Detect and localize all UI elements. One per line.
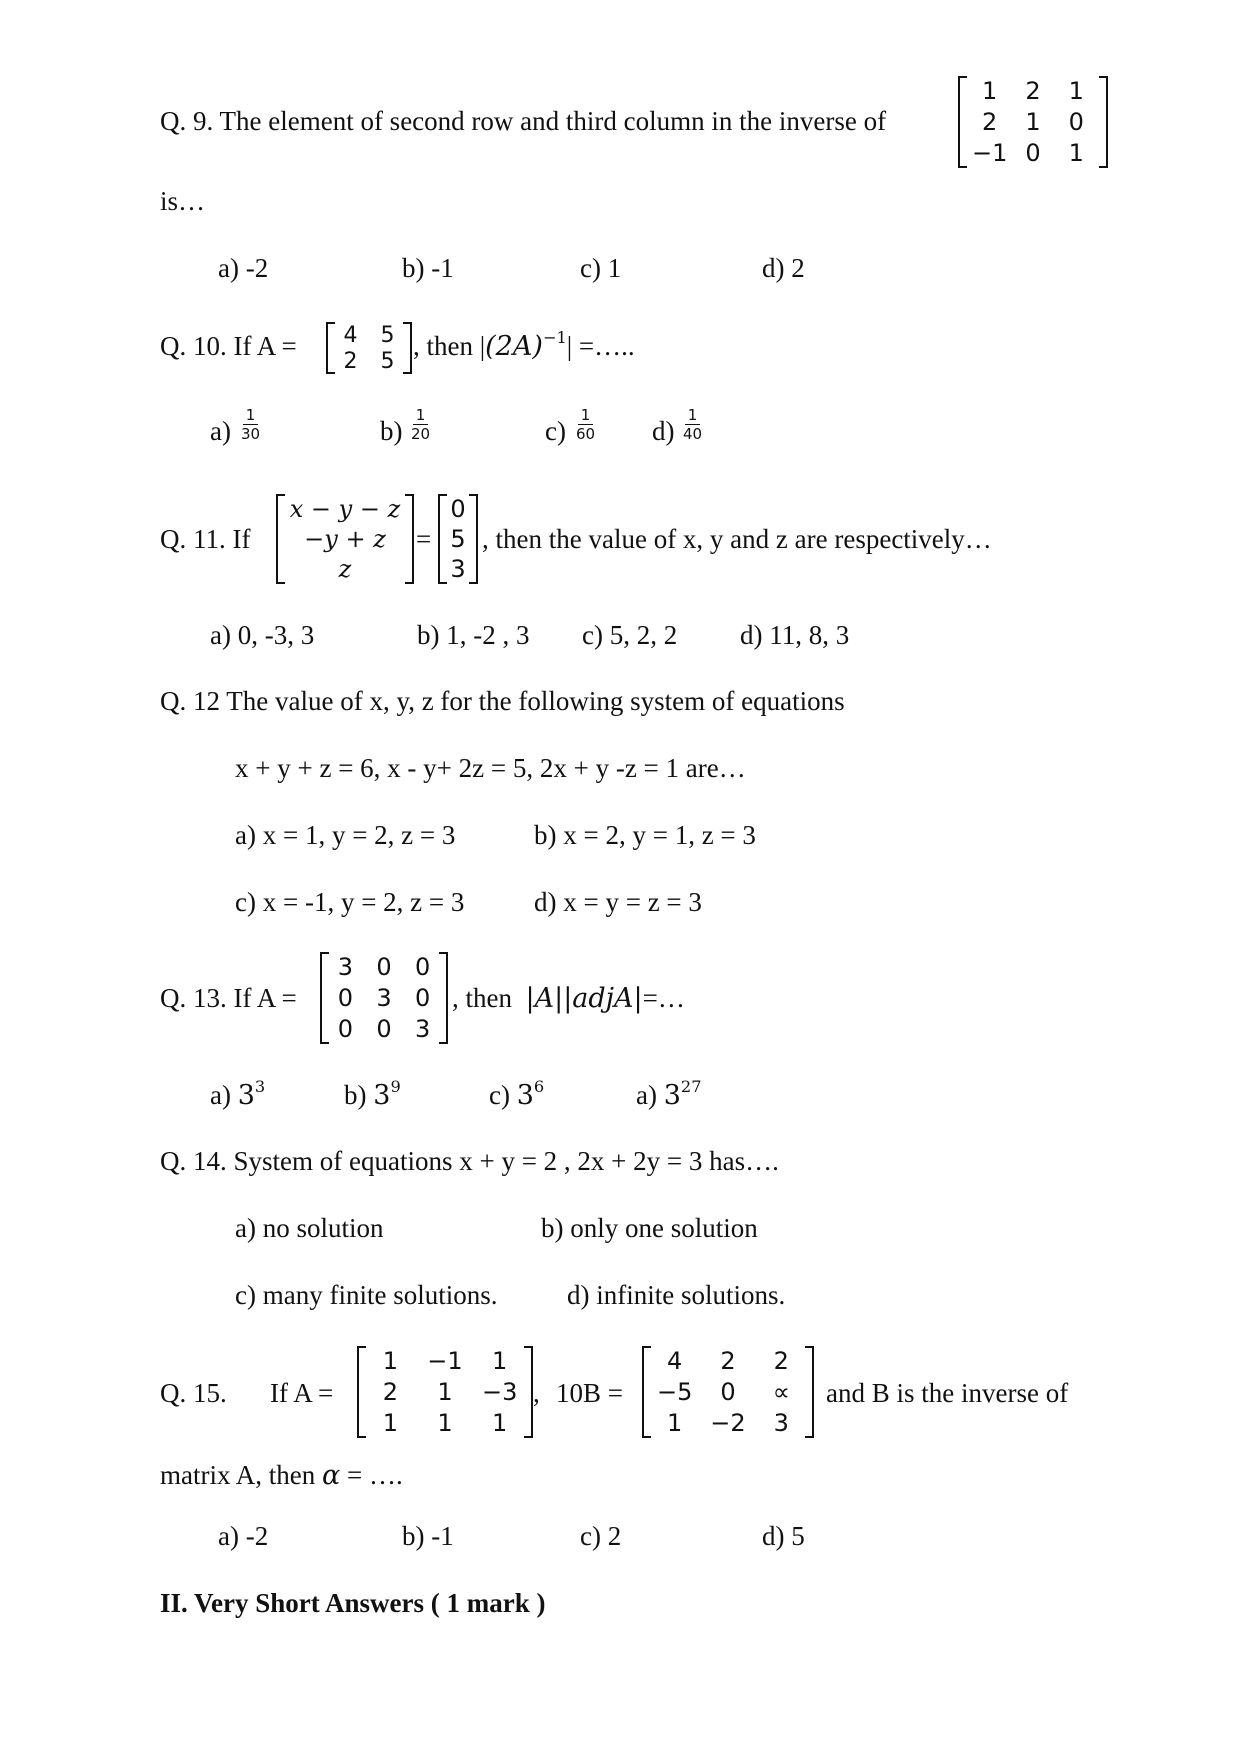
fraction-numerator: 1 [578,408,594,425]
fraction-numerator: 1 [243,408,259,425]
q13-matrix [320,952,448,1044]
q10-matrix [326,322,412,374]
option-label: c) [489,1080,510,1110]
q15-a-cell: 1 [437,1377,453,1406]
q9-m-cell: 1 [1068,77,1084,106]
q9-continuation: is… [160,186,206,216]
option-label: b) [344,1080,367,1110]
q14-option-d: d) infinite solutions. [567,1280,786,1310]
q13-m-cell: 0 [376,953,392,982]
q13-m-cell: 0 [337,1014,353,1043]
fraction-denominator: 20 [411,424,431,443]
q10-option-b-fraction [408,408,433,443]
section-heading: II. Very Short Answers ( 1 mark ) [160,1588,546,1618]
q15-continuation [160,1462,403,1489]
q14-option-c: c) many finite solutions. [235,1280,498,1310]
option-base: 3 [663,1080,681,1111]
q15-a-cell: 1 [492,1408,508,1437]
q12-option-a: a) x = 1, y = 2, z = 3 [235,820,456,850]
q15-b-cell: −5 [656,1377,693,1406]
q10-option-d-label: d) [652,416,675,446]
q15-b-cell: 2 [773,1347,789,1376]
q15-matrix-a [357,1346,533,1438]
q9-m-cell: 2 [982,107,998,136]
q15-cont: matrix A, then [160,1460,316,1490]
q10-option-a-label: a) [210,416,231,446]
q11-option-b: b) 1, -2 , 3 [417,620,530,650]
q13-m-cell: 0 [376,1014,392,1043]
q9-m-cell: 1 [982,77,998,106]
option-exponent: 6 [533,1076,545,1096]
q15-option-c: c) 2 [580,1521,622,1551]
q15-comma: , [533,1378,540,1408]
q9-m-cell: 1 [1068,138,1084,167]
q9-m-cell: 1 [1025,107,1041,136]
q15-10b: 10B = [556,1378,623,1408]
q12-option-b: b) x = 2, y = 1, z = 3 [534,820,756,850]
q10-option-c-fraction [573,408,598,443]
q15-option-d: d) 5 [762,1521,805,1551]
q10-question-expression [413,327,635,362]
q13-suffix: =… [642,983,685,1013]
q11-rhs-cell: 5 [450,525,466,553]
q10-option-d-fraction [680,408,705,443]
q10-m-cell: 5 [380,322,395,348]
option-exponent: 3 [254,1076,266,1096]
q10-exp: −1 [542,327,567,347]
q15-cont-end: = …. [346,1460,403,1490]
q11-prefix: Q. 11. If [160,524,251,554]
q11-lhs-cell: x − y − z [289,495,401,523]
q15-option-b: b) -1 [402,1521,454,1551]
q15-suffix: and B is the inverse of [826,1378,1069,1408]
q13-m-cell: 0 [337,983,353,1012]
q15-label: Q. 15. [160,1378,227,1408]
q9-option-a: a) -2 [218,253,269,283]
option-base: 3 [516,1080,534,1111]
q9-option-d: d) 2 [762,253,805,283]
q13-then: , then [452,983,512,1013]
q13-option-b [344,1076,401,1111]
q12-option-d: d) x = y = z = 3 [534,887,702,917]
q10-then: , then | [413,331,486,361]
q15-a-cell: 1 [382,1408,398,1437]
q12-option-c: c) x = -1, y = 2, z = 3 [235,887,465,917]
q11-equals: = [416,524,432,554]
q11-rhs-cell: 0 [450,495,466,523]
option-base: 3 [237,1080,255,1111]
q11-lhs-cell: −y + z [304,525,386,553]
q13-prefix: Q. 13. If A = [160,983,297,1013]
option-exponent: 27 [680,1076,702,1096]
q15-if-a: If A = [270,1378,334,1408]
q9-m-cell: −1 [971,138,1008,167]
q15-a-cell: 1 [382,1347,398,1376]
q11-rhs-matrix [438,494,478,584]
q11-rhs-cell: 3 [450,555,466,583]
q9-matrix [958,76,1108,168]
q13-option-d [636,1076,702,1111]
q15-b-cell: 4 [667,1347,683,1376]
q15-b-cell: 3 [773,1408,789,1437]
q11-option-d: d) 11, 8, 3 [740,620,850,650]
q13-option-c [489,1076,545,1111]
q10-prefix: Q. 10. If A = [160,331,297,361]
q14-stem: Q. 14. System of equations x + y = 2 , 2x + 2y = 3 has…. [160,1146,779,1176]
q15-a-cell: 2 [382,1377,398,1406]
q15-b-cell: 2 [720,1347,736,1376]
q11-option-c: c) 5, 2, 2 [582,620,678,650]
q12-equations: x + y + z = 6, x - y+ 2z = 5, 2x + y -z = 1 are… [235,753,746,783]
q13-m-cell: 3 [337,953,353,982]
q15-a-cell: 1 [437,1408,453,1437]
option-label: a) [210,1080,231,1110]
q13-question-expression [452,985,685,1012]
q10-m-cell: 5 [380,348,395,374]
q13-option-a [210,1076,266,1111]
q10-m-cell: 4 [343,322,358,348]
q15-a-cell: −1 [427,1347,463,1376]
q14-option-b: b) only one solution [541,1213,758,1243]
q11-lhs-cell: z [338,555,352,583]
q15-b-cell: 1 [667,1408,683,1437]
q15-option-a: a) -2 [218,1521,269,1551]
q15-b-cell: 0 [720,1377,736,1406]
q15-a-cell: 1 [492,1347,508,1376]
q11-lhs-matrix [276,494,414,584]
q12-stem: Q. 12 The value of x, y, z for the following system of equations [160,686,845,716]
option-label: a) [636,1080,657,1110]
q14-option-a: a) no solution [235,1213,384,1243]
q15-matrix-b [642,1346,814,1438]
fraction-denominator: 30 [241,424,261,443]
q9-m-cell: 0 [1025,138,1041,167]
q15-b-cell: −2 [710,1408,746,1437]
q9-m-cell: 2 [1025,77,1041,106]
q10-suffix: | =….. [566,331,635,361]
fraction-denominator: 60 [576,424,596,443]
q15-a-cell: −3 [481,1377,518,1406]
q15-b-cell: ∝ [772,1377,790,1406]
q13-m-cell: 0 [415,953,431,982]
q9-stem: Q. 9. The element of second row and third column in the inverse of [160,106,887,136]
q10-option-b-label: b) [380,416,403,446]
q11-option-a: a) 0, -3, 3 [210,620,315,650]
q9-m-cell: 0 [1068,107,1084,136]
q13-expr: |A||adjA| [525,983,643,1014]
q13-m-cell: 3 [415,1014,431,1043]
q10-m-cell: 2 [343,348,358,374]
fraction-numerator: 1 [685,408,701,425]
q10-option-c-label: c) [545,416,566,446]
q13-m-cell: 3 [376,983,392,1012]
fraction-denominator: 40 [683,424,703,443]
q11-suffix: , then the value of x, y and z are respectively… [482,524,992,554]
q9-option-b: b) -1 [402,253,454,283]
q10-option-a-fraction [238,408,263,443]
option-base: 3 [373,1080,391,1111]
q15-alpha: α [321,1460,341,1491]
option-exponent: 9 [390,1076,401,1096]
q13-m-cell: 0 [415,983,431,1012]
q10-expr: (2A) [485,331,543,362]
q9-option-c: c) 1 [580,253,622,283]
fraction-numerator: 1 [413,408,429,425]
